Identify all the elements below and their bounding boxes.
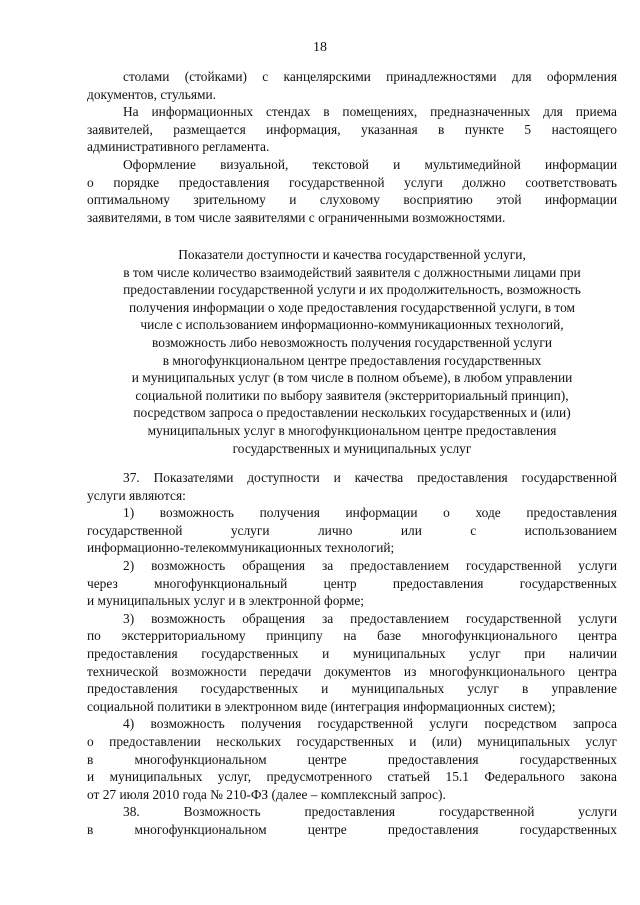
- text-line: 4) возможность получения государственной услуги посредством запроса: [123, 716, 617, 732]
- text-line: оптимальному зрительному и слуховому восприятию этой информации: [87, 192, 617, 208]
- text-line: предоставления государственных и муниципальных услуг при наличии: [87, 645, 617, 661]
- text-line: в многофункциональном центре предоставления государственных: [87, 751, 617, 767]
- heading-line: числе с использованием информационно-коммуникационных технологий,: [140, 317, 564, 333]
- text-line: по экстерриториальному принципу на базе многофункционального центра: [87, 628, 617, 644]
- text-line: Оформление визуальной, текстовой и мультимедийной информации: [123, 156, 617, 172]
- heading-line: Показатели доступности и качества государственной услуги,: [178, 247, 526, 262]
- text-line: предоставления государственных и муниципальных услуг в управление: [87, 681, 617, 697]
- text-line: документов, стульями.: [87, 86, 216, 102]
- text-line: 3) возможность обращения за предоставлением государственной услуги: [123, 610, 617, 626]
- text-line: социальной политики в электронном виде (интеграция информационных систем);: [87, 698, 556, 714]
- text-line: заявителей, размещается информация, указанная в пункте 5 настоящего: [87, 121, 617, 137]
- section-heading: [87, 246, 617, 457]
- heading-line: государственных и муниципальных услуг: [232, 440, 472, 456]
- text-line: информационно-телекоммуникационных технологий;: [87, 540, 395, 556]
- text-line: 37. Показателями доступности и качества предоставления государственной: [123, 470, 617, 485]
- text-line: государственной услуги лично или с использованием: [87, 522, 617, 538]
- heading-line: получения информации о ходе предоставления государственной услуги, в том: [129, 299, 575, 315]
- text-line: и муниципальных услуг, предусмотренного статьей 15.1 Федерального закона: [87, 769, 617, 785]
- page-number: 18: [313, 40, 327, 55]
- text-line: заявителями, в том числе заявителями с ограниченными возможностями.: [87, 209, 506, 225]
- heading-line: в том числе количество взаимодействий заявителя с должностными лицами при: [123, 264, 581, 280]
- text-line: в многофункциональном центре предоставления государственных: [87, 821, 617, 837]
- heading-line: посредством запроса о предоставлении нескольких государственных и (или): [133, 405, 571, 421]
- heading-line: и муниципальных услуг (в том числе в полном объеме), в любом управлении: [131, 370, 573, 386]
- text-line: через многофункциональный центр предоставления государственных: [87, 575, 617, 591]
- text-line: административного регламента.: [87, 139, 270, 155]
- text-line: 1) возможность получения информации о ходе предоставления: [123, 505, 617, 521]
- heading-line: предоставлении государственной услуги и их продолжительность, возможность: [123, 282, 581, 298]
- text-line: 2) возможность обращения за предоставлением государственной услуги: [123, 557, 617, 573]
- text-line: услуги являются:: [87, 487, 186, 503]
- heading-line: муниципальных услуг в многофункциональном центре предоставления: [147, 422, 557, 438]
- text-line: и муниципальных услуг и в электронной форме;: [87, 593, 365, 609]
- text-line: столами (стойками) с канцелярскими принадлежностями для оформления: [123, 69, 617, 84]
- text-line: технической возможности передачи документов из многофункционального центра: [87, 663, 617, 679]
- clause-paragraphs: [87, 469, 617, 838]
- heading-line: социальной политики по выбору заявителя (экстерриториальный принцип),: [135, 387, 569, 403]
- text-line: о предоставлении нескольких государственных и (или) муниципальных услуг: [87, 733, 617, 749]
- text-line: 38. Возможность предоставления государственной услуги: [123, 804, 617, 820]
- heading-line: в многофункциональном центре предоставления государственных: [162, 352, 542, 368]
- text-line: от 27 июля 2010 года № 210-ФЗ (далее – комплексный запрос).: [87, 786, 446, 802]
- intro-paragraphs: [87, 68, 617, 226]
- text-line: На информационных стендах в помещениях, предназначенных для приема: [123, 104, 617, 120]
- text-line: о порядке предоставления государственной услуги должно соответствовать: [87, 174, 617, 190]
- heading-line: возможность либо невозможность получения государственной услуги: [152, 334, 552, 350]
